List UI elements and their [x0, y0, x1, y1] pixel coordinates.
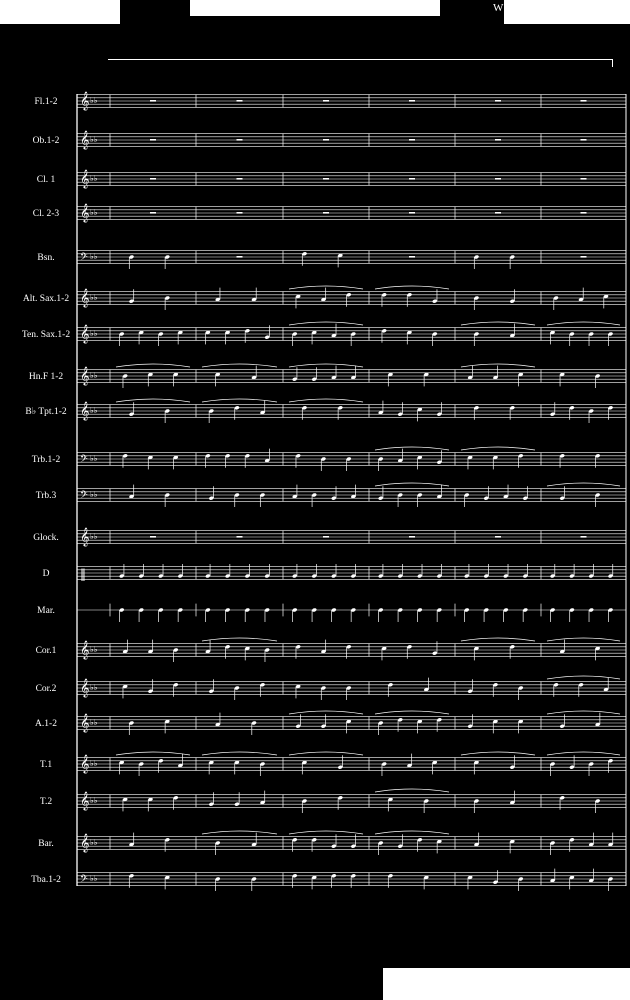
staff — [31, 869, 626, 891]
clef-icon: 𝄞 — [80, 401, 90, 420]
rest-icon — [495, 100, 501, 102]
rest-icon — [150, 178, 156, 180]
staff-label: Glock. — [33, 533, 59, 543]
key-signature-icon: ♭♭ — [90, 208, 98, 217]
key-signature-icon: ♭♭ — [90, 838, 98, 847]
rest-icon — [409, 212, 415, 214]
slur — [375, 447, 449, 450]
staff — [36, 676, 626, 700]
staff — [33, 203, 626, 223]
key-signature-icon: ♭♭ — [90, 174, 98, 183]
staff — [36, 638, 626, 662]
slur — [289, 752, 363, 755]
staff — [33, 130, 626, 150]
rest-icon — [495, 212, 501, 214]
slur — [116, 364, 190, 367]
clef-icon: 𝄢 — [80, 873, 88, 887]
staff — [32, 447, 626, 471]
staff-label: Mar. — [37, 606, 55, 616]
staff — [22, 322, 626, 346]
rest-icon — [323, 178, 329, 180]
key-signature-icon: ♭♭ — [90, 406, 98, 415]
clef-icon: 𝄢 — [80, 453, 88, 467]
slur — [547, 638, 620, 641]
rest-icon — [409, 256, 415, 258]
rest-icon — [495, 536, 501, 538]
clef-icon: 𝄞 — [80, 754, 90, 773]
staff — [23, 286, 626, 310]
rest-icon — [237, 536, 243, 538]
staff — [37, 251, 626, 269]
slur — [202, 399, 277, 402]
staff-label: T.2 — [39, 797, 53, 807]
clef-icon: 𝄞 — [80, 678, 90, 697]
slur — [547, 711, 620, 714]
key-signature-icon: ♭♭ — [90, 532, 98, 541]
key-signature-icon: ♭♭ — [90, 683, 98, 692]
slur — [375, 286, 449, 289]
slur — [547, 322, 620, 325]
slur — [202, 752, 277, 755]
slur — [461, 638, 535, 641]
staff-label: Alt. Sax.1-2 — [22, 294, 70, 304]
clef-icon: 𝄞 — [80, 833, 90, 852]
rest-icon — [237, 256, 243, 258]
key-signature-icon: ♭♭ — [90, 371, 98, 380]
rest-icon — [150, 536, 156, 538]
clef-icon: 𝄞 — [80, 324, 90, 343]
staff-label: Bar. — [38, 839, 54, 849]
staff — [33, 527, 626, 547]
clef-icon: 𝄞 — [80, 640, 90, 659]
staff — [29, 364, 626, 388]
slur — [116, 752, 190, 755]
staff-label: Ten. Sax.1-2 — [21, 330, 71, 340]
staff — [38, 831, 626, 855]
staff — [40, 752, 626, 776]
rest-icon — [323, 536, 329, 538]
slur — [461, 447, 535, 450]
slur — [461, 752, 535, 755]
key-signature-icon: ♭♭ — [90, 718, 98, 727]
clef-icon: 𝄞 — [80, 130, 90, 149]
slur — [202, 831, 277, 834]
rest-icon — [150, 139, 156, 141]
key-signature-icon: ♭♭ — [90, 329, 98, 338]
slur — [547, 483, 620, 486]
key-signature-icon: ♭♭ — [90, 96, 98, 105]
staff-label: T.1 — [39, 760, 53, 770]
rest-icon — [237, 100, 243, 102]
rest-icon — [323, 100, 329, 102]
clef-icon: ‖ — [80, 567, 86, 581]
key-signature-icon: ♭♭ — [90, 252, 98, 261]
slur — [289, 322, 363, 325]
rest-icon — [581, 212, 587, 214]
key-signature-icon: ♭♭ — [90, 759, 98, 768]
staff-label: A.1-2 — [35, 719, 57, 729]
staff — [43, 564, 626, 581]
clef-icon: 𝄞 — [80, 366, 90, 385]
rest-icon — [409, 139, 415, 141]
staff — [37, 169, 626, 189]
staff — [37, 604, 626, 622]
clef-icon: 𝄢 — [80, 251, 88, 265]
rest-icon — [581, 256, 587, 258]
staff-label: Cor.2 — [35, 684, 57, 694]
rest-icon — [237, 212, 243, 214]
staff — [40, 789, 626, 813]
clef-icon: 𝄢 — [80, 489, 88, 503]
clef-icon: 𝄞 — [80, 713, 90, 732]
slur — [375, 711, 449, 714]
rest-icon — [581, 100, 587, 102]
slur — [116, 399, 190, 402]
clef-icon: 𝄞 — [80, 169, 90, 188]
key-signature-icon: ♭♭ — [90, 293, 98, 302]
slur — [202, 638, 277, 641]
rest-icon — [409, 100, 415, 102]
key-signature-icon: ♭♭ — [90, 645, 98, 654]
staff-label: Ob.1-2 — [32, 136, 60, 146]
staff-label: Bsn. — [37, 253, 55, 263]
staff — [35, 91, 626, 111]
slur — [461, 322, 535, 325]
staff — [25, 399, 626, 423]
rest-icon — [409, 178, 415, 180]
rest-icon — [581, 536, 587, 538]
staff — [35, 711, 626, 735]
clef-icon: 𝄞 — [80, 288, 90, 307]
key-signature-icon: ♭♭ — [90, 490, 98, 499]
rest-icon — [495, 139, 501, 141]
rest-icon — [581, 139, 587, 141]
key-signature-icon: ♭♭ — [90, 796, 98, 805]
slur — [547, 752, 620, 755]
rest-icon — [237, 178, 243, 180]
slur — [375, 789, 449, 792]
slur — [375, 831, 449, 834]
staff-label: Cl. 2-3 — [32, 209, 60, 219]
staff-label: Hn.F 1-2 — [28, 372, 64, 382]
rest-icon — [237, 139, 243, 141]
clef-icon: 𝄞 — [80, 791, 90, 810]
rest-icon — [150, 212, 156, 214]
slur — [289, 399, 363, 402]
staff-label: D — [42, 569, 50, 579]
key-signature-icon: ♭♭ — [90, 135, 98, 144]
slur — [289, 831, 363, 834]
slur — [202, 364, 277, 367]
slur — [547, 676, 620, 679]
staff-label: Cl. 1 — [36, 175, 56, 185]
staff — [36, 483, 626, 507]
slur — [289, 364, 363, 367]
corner-mark: W — [493, 2, 504, 14]
staff-label: Tba.1-2 — [31, 875, 61, 885]
staff-label: Fl.1-2 — [34, 97, 58, 107]
key-signature-icon: ♭♭ — [90, 454, 98, 463]
rest-icon — [150, 100, 156, 102]
rest-icon — [323, 139, 329, 141]
clef-icon: 𝄞 — [80, 91, 90, 110]
staff-label: Trb.3 — [35, 491, 57, 501]
clef-icon: 𝄞 — [80, 203, 90, 222]
slur — [289, 711, 363, 714]
key-signature-icon: ♭♭ — [90, 874, 98, 883]
staff-label: B♭ Tpt.1-2 — [25, 407, 67, 417]
rest-icon — [323, 212, 329, 214]
clef-icon: 𝄞 — [80, 527, 90, 546]
rest-icon — [409, 536, 415, 538]
staff-label: Cor.1 — [35, 646, 57, 656]
slur — [375, 483, 449, 486]
staff-label: Trb.1-2 — [31, 455, 61, 465]
rest-icon — [495, 178, 501, 180]
rest-icon — [581, 178, 587, 180]
